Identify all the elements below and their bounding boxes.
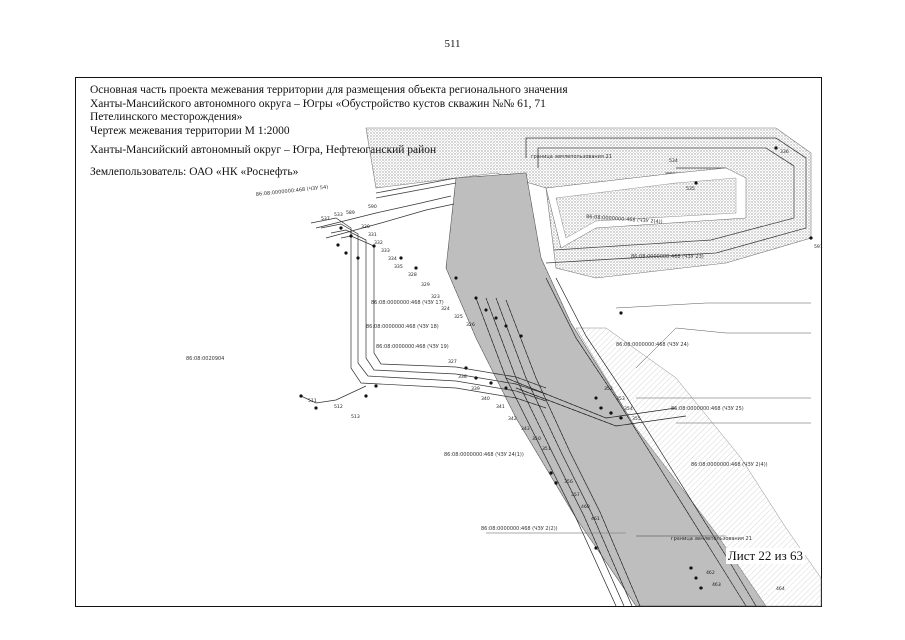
cadastral-label: 86:08:0000000:468 (ЧЗУ 18)	[366, 324, 439, 330]
point-number: 512	[334, 405, 343, 410]
drawing-header	[90, 84, 568, 179]
sheet-label: Лист 22 из 63	[727, 548, 803, 563]
point-number: 511	[308, 399, 317, 404]
point-number: 356	[564, 480, 573, 485]
point-number: 324	[441, 307, 450, 312]
header-line: Основная часть проекта межевания территории для размещения объекта регионального значения	[90, 84, 568, 96]
point-number: 357	[571, 493, 580, 498]
point-number: 343	[521, 427, 530, 432]
point-number: 328	[408, 273, 417, 278]
header-location: Ханты-Мансийский автономный округ – Югра, Нефтеюганский район	[90, 144, 437, 156]
point-number: 323	[431, 295, 440, 300]
point-number: 331	[368, 233, 377, 238]
point-number: 330	[361, 225, 370, 230]
cadastral-label: 86:08:0000000:468 (ЧЗУ 24(1))	[444, 452, 524, 458]
point-number: 513	[351, 415, 360, 420]
point-number: 333	[381, 249, 390, 254]
point-number: 350	[532, 437, 541, 442]
point-number: 352	[604, 387, 613, 392]
point-number: 327	[448, 360, 457, 365]
cadastral-label: 86:08:0000000:468 (ЧЗУ 25)	[671, 406, 744, 412]
point-number: 535	[686, 187, 695, 192]
point-number: 533	[334, 213, 343, 218]
point-number: 464	[776, 587, 785, 592]
cadastral-label: 86:08:0000000:468 (ЧЗУ 2(4))	[585, 214, 663, 226]
point-number: 341	[496, 405, 505, 410]
point-number: 335	[394, 265, 403, 270]
header-line: Ханты-Мансийского автономного округа – Югры «Обустройство кустов скважин №№ 61, 71	[90, 97, 546, 110]
point-number: 342	[508, 417, 517, 422]
header-line: Чертеж межевания территории М 1:2000	[90, 124, 290, 137]
point-number: 460	[581, 505, 590, 510]
cadastral-label: 86:08:0000000:468 (ЧЗУ 2(2))	[481, 526, 558, 532]
point-number: 589	[346, 211, 355, 216]
point-number: 353	[616, 397, 625, 402]
page-number: 511	[444, 38, 461, 50]
point-number: 336	[780, 150, 789, 155]
point-number: 332	[374, 241, 383, 246]
cadastral-label: 86:08:0000000:468 (ЧЗУ 23)	[631, 254, 704, 260]
cadastral-label: 86:08:0020904	[186, 356, 225, 362]
boundary-label: граница землепользования 21	[671, 536, 752, 542]
point-number: 329	[421, 283, 430, 288]
point-number: 463	[712, 583, 721, 588]
point-number: 325	[454, 315, 463, 320]
point-number: 591	[814, 245, 823, 250]
header-line: Петелинского месторождения»	[90, 111, 243, 123]
point-number: 534	[669, 159, 678, 164]
cadastral-label: 86:08:0000000:468 (ЧЗУ 24)	[616, 342, 689, 348]
point-number: 355	[632, 417, 641, 422]
drawing-frame	[75, 77, 822, 607]
point-number: 590	[368, 205, 377, 210]
point-number: 340	[481, 397, 490, 402]
boundary-label: граница землепользования 21	[531, 154, 612, 160]
point-number: 326	[466, 323, 475, 328]
cadastral-label: 86:08:0000000:468 (ЧЗУ 54)	[255, 184, 329, 198]
point-number: 351	[542, 447, 551, 452]
point-number: 461	[591, 517, 600, 522]
point-number: 462	[706, 571, 715, 576]
cadastral-label: 86:08:0000000:468 (ЧЗУ 17)	[371, 300, 444, 306]
cadastral-label: 86:08:0000000:468 (ЧЗУ 19)	[376, 344, 449, 350]
cadastral-label: 86:08:0000000:468 (ЧЗУ 2(4))	[691, 462, 768, 468]
point-number: 338	[458, 375, 467, 380]
point-number: 334	[388, 257, 397, 262]
point-number: 339	[471, 387, 480, 392]
point-number: 354	[624, 407, 633, 412]
point-number: 537	[321, 217, 330, 222]
header-landuser: Землепользователь: ОАО «НК «Роснефть»	[90, 165, 299, 178]
